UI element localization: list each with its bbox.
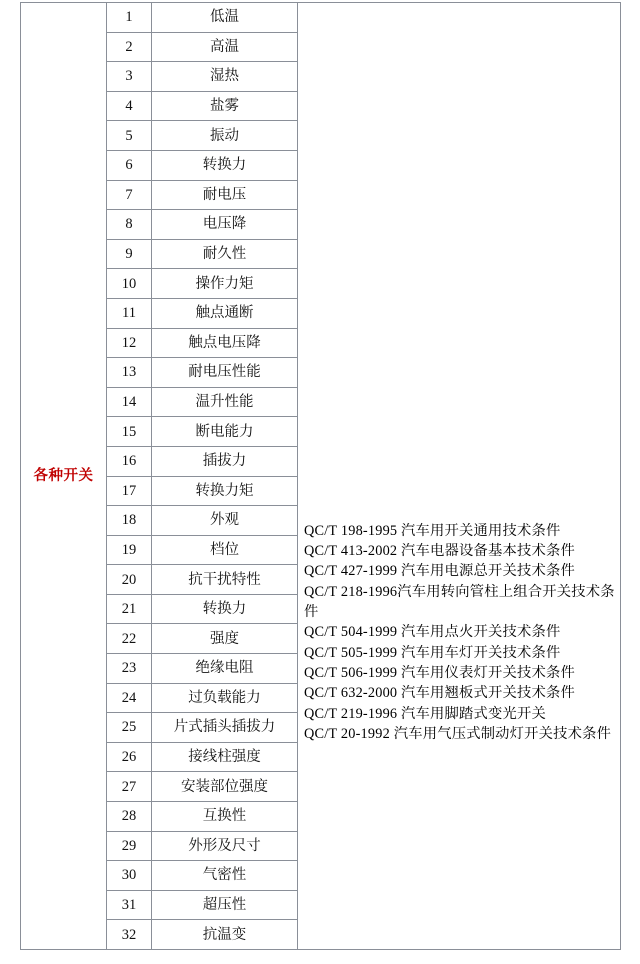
row-number: 10 <box>107 269 152 299</box>
test-item: 耐电压 <box>152 180 298 210</box>
test-item: 耐电压性能 <box>152 358 298 388</box>
row-number: 29 <box>107 831 152 861</box>
standard-item: QC/T 427-1999 汽车用电源总开关技术条件 <box>304 563 576 580</box>
test-item: 操作力矩 <box>152 269 298 299</box>
row-number: 23 <box>107 654 152 684</box>
row-number: 8 <box>107 210 152 240</box>
test-item: 转换力矩 <box>152 476 298 506</box>
row-number: 32 <box>107 920 152 950</box>
row-number: 22 <box>107 624 152 654</box>
standard-item: QC/T 504-1999 汽车用点火开关技术条件 <box>304 624 561 641</box>
row-number: 12 <box>107 328 152 358</box>
test-item: 绝缘电阻 <box>152 654 298 684</box>
test-item: 转换力 <box>152 594 298 624</box>
row-number: 19 <box>107 535 152 565</box>
row-number: 11 <box>107 298 152 328</box>
test-item: 高温 <box>152 32 298 62</box>
test-item: 接线柱强度 <box>152 742 298 772</box>
standards-top-spacer <box>304 208 616 521</box>
row-number: 13 <box>107 358 152 388</box>
standard-item: QC/T 505-1999 汽车用车灯开关技术条件 <box>304 644 561 661</box>
standard-item: QC/T 218-1996汽车用转向管柱上组合开关技术条件 <box>304 583 615 621</box>
row-number: 17 <box>107 476 152 506</box>
test-item: 断电能力 <box>152 417 298 447</box>
row-number: 1 <box>107 3 152 33</box>
test-item: 互换性 <box>152 802 298 832</box>
test-item: 片式插头插拔力 <box>152 713 298 743</box>
standard-item: QC/T 413-2002 汽车电器设备基本技术条件 <box>304 543 576 560</box>
row-number: 24 <box>107 683 152 713</box>
table-row <box>21 3 621 33</box>
test-item: 气密性 <box>152 861 298 891</box>
test-item: 电压降 <box>152 210 298 240</box>
row-number: 7 <box>107 180 152 210</box>
test-item: 低温 <box>152 3 298 33</box>
standard-item: QC/T 219-1996 汽车用脚踏式变光开关 <box>304 705 547 722</box>
test-item: 过负载能力 <box>152 683 298 713</box>
row-number: 3 <box>107 62 152 92</box>
test-item: 安装部位强度 <box>152 772 298 802</box>
test-item: 盐雾 <box>152 91 298 121</box>
test-item: 振动 <box>152 121 298 151</box>
standard-item: QC/T 506-1999 汽车用仪表灯开关技术条件 <box>304 664 576 681</box>
test-item: 温升性能 <box>152 387 298 417</box>
row-number: 20 <box>107 565 152 595</box>
row-number: 16 <box>107 446 152 476</box>
row-number: 9 <box>107 239 152 269</box>
test-item: 外观 <box>152 506 298 536</box>
row-number: 31 <box>107 890 152 920</box>
test-item: 触点通断 <box>152 298 298 328</box>
test-item: 抗温变 <box>152 920 298 950</box>
test-item: 外形及尺寸 <box>152 831 298 861</box>
row-number: 18 <box>107 506 152 536</box>
test-item: 插拔力 <box>152 446 298 476</box>
standards-list <box>298 208 620 744</box>
test-item: 档位 <box>152 535 298 565</box>
standard-item: QC/T 632-2000 汽车用翘板式开关技术条件 <box>304 685 576 702</box>
row-number: 30 <box>107 861 152 891</box>
switch-test-items-table <box>20 2 621 950</box>
test-item: 湿热 <box>152 62 298 92</box>
row-number: 2 <box>107 32 152 62</box>
row-number: 21 <box>107 594 152 624</box>
standard-item: QC/T 198-1995 汽车用开关通用技术条件 <box>304 522 561 539</box>
row-number: 28 <box>107 802 152 832</box>
test-item: 转换力 <box>152 150 298 180</box>
test-item: 抗干扰特性 <box>152 565 298 595</box>
row-number: 14 <box>107 387 152 417</box>
test-item: 耐久性 <box>152 239 298 269</box>
test-item: 超压性 <box>152 890 298 920</box>
row-number: 25 <box>107 713 152 743</box>
standard-item: QC/T 20-1992 汽车用气压式制动灯开关技术条件 <box>304 725 612 742</box>
row-number: 6 <box>107 150 152 180</box>
row-number: 15 <box>107 417 152 447</box>
row-number: 26 <box>107 742 152 772</box>
standards-cell <box>298 3 621 950</box>
row-number: 5 <box>107 121 152 151</box>
test-item: 触点电压降 <box>152 328 298 358</box>
row-number: 27 <box>107 772 152 802</box>
table-body <box>21 3 621 950</box>
test-item: 强度 <box>152 624 298 654</box>
row-number: 4 <box>107 91 152 121</box>
category-cell: 各种开关 <box>21 3 107 950</box>
